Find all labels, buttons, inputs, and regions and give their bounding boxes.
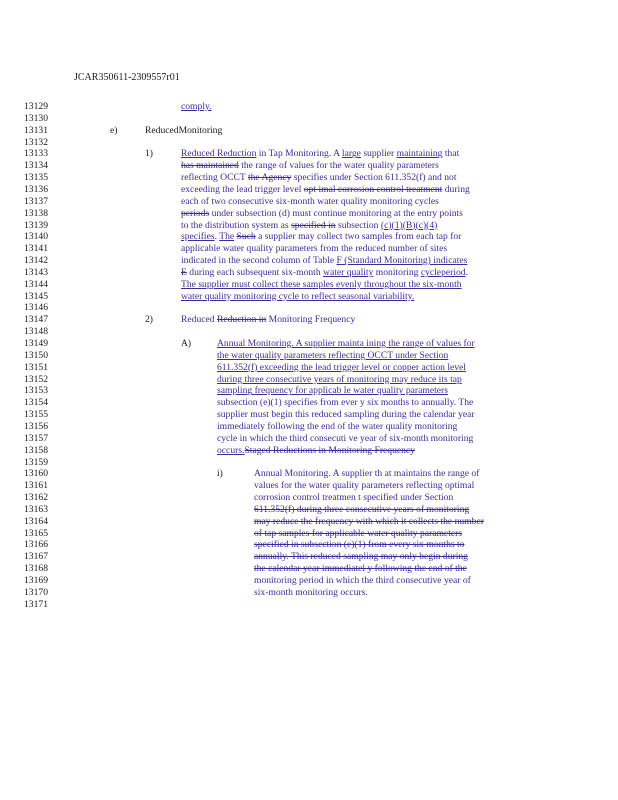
line-number: 13161 (24, 480, 48, 492)
text-segment: 1) (145, 148, 153, 160)
text-segment: specifies under Section 611.352(f) and not (291, 172, 457, 184)
document-line (145, 148, 153, 160)
line-number: 13153 (24, 385, 48, 397)
text-segment: . (214, 231, 220, 243)
text-segment: Reduced (181, 314, 217, 326)
document-line (254, 528, 462, 540)
document-line (217, 445, 415, 457)
document-line (181, 267, 468, 279)
document-line (217, 421, 457, 433)
text-segment: applicable water quality parameters from the reduced number of sites (181, 243, 448, 255)
deleted-text: the Agency (247, 172, 292, 184)
document-line (217, 433, 473, 445)
text-segment: supplier must begin this reduced sampling during the calendar year (217, 409, 475, 421)
document-line-text (145, 125, 222, 137)
deleted-text: opt imal corrosion control treatment (303, 183, 443, 195)
text-segment: 2) (145, 314, 153, 326)
line-number: 13147 (24, 314, 48, 326)
inserted-text: The supplier must collect these samples evenly throughout the six-month (181, 278, 462, 290)
document-line (254, 539, 464, 551)
line-number: 13148 (24, 326, 48, 338)
line-number: 13133 (24, 148, 48, 160)
document-line (181, 220, 437, 232)
text-segment: . (465, 266, 468, 278)
line-number: 13171 (24, 598, 48, 610)
document-line (181, 172, 457, 184)
line-number: 13149 (24, 338, 48, 349)
text-segment: supplier (360, 148, 397, 160)
text-segment: that (442, 148, 460, 160)
line-number: 13135 (24, 172, 48, 184)
line-number: 13168 (24, 563, 48, 575)
line-number: 13165 (24, 527, 48, 539)
text-segment: A) (181, 338, 192, 349)
document-line (254, 504, 469, 516)
inserted-text: occurs. (217, 444, 245, 456)
text-segment: a supplier may collect two samples from each tap for (255, 231, 462, 243)
document-line-text (181, 314, 355, 326)
document-line (217, 374, 462, 386)
inserted-text: water quality monitoring cycle to reflect seasonal variability. (181, 290, 415, 302)
deleted-text: specified in (291, 219, 336, 231)
document-line (145, 314, 153, 326)
text-segment: six-month monitoring occurs. (254, 586, 368, 598)
line-number: 13154 (24, 397, 48, 409)
line-number: 13152 (24, 373, 48, 385)
document-line (254, 551, 468, 563)
document-line (181, 255, 467, 267)
document-line (254, 516, 484, 528)
deleted-text: of tap samples for applicable water quality parameters (254, 527, 463, 539)
deleted-text: may reduce the frequency with which it collects the number (254, 515, 484, 527)
inserted-text: during three consecutive years of monitoring may reduce its tap (217, 373, 462, 385)
document-line (217, 362, 466, 374)
line-number: 13170 (24, 586, 48, 598)
text-segment: each of two consecutive six-month water quality monitoring cycles (181, 195, 439, 207)
line-number: 13160 (24, 468, 48, 480)
text-segment: monitoring period in which the third consecutive year of (254, 575, 471, 586)
text-segment: immediately following the end of the water quality monitoring (217, 420, 458, 432)
inserted-text: Reduced Reduction (181, 148, 257, 160)
deleted-text: Such (236, 231, 256, 243)
deleted-text: E (181, 266, 187, 278)
inserted-text: The (219, 231, 235, 243)
text-segment: during (442, 183, 470, 195)
text-segment: during each subsequent six-month (186, 266, 324, 278)
document-id: JCAR350611-2309557r01 (74, 72, 180, 83)
line-number: 13144 (24, 278, 48, 290)
line-number: 13138 (24, 207, 48, 219)
inserted-text: the water quality parameters reflecting OCCT under Section (217, 349, 449, 361)
document-line (181, 291, 414, 303)
document-line (217, 409, 475, 421)
inserted-text: specifies (181, 231, 215, 243)
document-line (254, 575, 471, 587)
deleted-text: periods (181, 207, 210, 219)
text-segment: to the distribution system as (181, 219, 292, 231)
inserted-text: Annual Monitoring. A supplier mainta ining the range of values for (217, 338, 475, 349)
line-number: 13143 (24, 266, 48, 278)
text-segment: cycle in which the third consecuti ve year of six-month monitoring (217, 432, 474, 444)
deleted-text: has maintained (181, 160, 239, 172)
text-segment: subsection (335, 219, 381, 231)
document-line (217, 397, 473, 409)
text-segment: indicated in the second column of Table (181, 255, 337, 267)
line-number: 13163 (24, 503, 48, 515)
document-line (217, 385, 448, 397)
line-number: 13156 (24, 420, 48, 432)
inserted-text: comply. (181, 101, 212, 112)
text-segment: ReducedMonitoring (145, 124, 223, 136)
inserted-text: cycleperiod (420, 266, 466, 278)
text-segment: exceeding the lead trigger level (181, 183, 304, 195)
document-line (181, 160, 439, 172)
document-line-text (217, 338, 475, 350)
line-number: 13162 (24, 492, 48, 504)
text-segment: in Tap Monitoring. A (256, 148, 342, 160)
line-number: 13167 (24, 551, 48, 563)
text-segment: reflecting OCCT (181, 172, 248, 184)
document-line (110, 125, 117, 137)
line-number: 13137 (24, 195, 48, 207)
document-line (181, 208, 463, 220)
document-line-text (181, 148, 459, 160)
document-line (181, 231, 461, 243)
text-segment: e) (110, 124, 118, 136)
line-number: 13166 (24, 539, 48, 551)
text-segment: values for the water quality parameters reflecting optimal (254, 480, 475, 492)
deleted-text: annually. This reduced sampling may only begin during (254, 551, 468, 563)
line-number: 13157 (24, 432, 48, 444)
document-line (217, 350, 448, 362)
deleted-text: Reduction in (216, 314, 267, 326)
line-number: 13164 (24, 515, 48, 527)
document-line (217, 468, 223, 480)
line-number: 13130 (24, 112, 48, 124)
deleted-text: Staged Reductions in Monitoring Frequency (244, 444, 415, 456)
text-segment: under subsection (d) must continue monitoring at the entry points (209, 207, 463, 219)
line-number: 13145 (24, 290, 48, 302)
document-line (254, 492, 453, 504)
line-number: 13146 (24, 302, 48, 314)
line-number: 13151 (24, 361, 48, 373)
line-number: 13134 (24, 160, 48, 172)
text-segment: subsection (e)(1) specifies from ever y six months to annually. The (217, 397, 474, 409)
line-number: 13142 (24, 255, 48, 267)
document-line (181, 184, 470, 196)
text-segment: corrosion control treatmen t specified under Section (254, 492, 454, 504)
line-number: 13139 (24, 219, 48, 231)
text-segment: the range of values for the water quality parameters (238, 160, 439, 172)
document-line-text (254, 468, 479, 480)
inserted-text: large (341, 148, 361, 160)
document-line (181, 101, 212, 113)
deleted-text: the calendar year immediatel y following the end of the (254, 563, 467, 575)
inserted-text: (c)(1)(B)(c)(4) (380, 219, 438, 231)
text-segment: monitoring (373, 266, 421, 278)
inserted-text: sampling frequency for applicab le water quality parameters (217, 385, 448, 397)
document-line (254, 480, 474, 492)
deleted-text: 611.352(f) during three consecutive years of monitoring (254, 503, 470, 515)
line-number: 13158 (24, 444, 48, 456)
document-line (181, 279, 462, 291)
line-number: 13129 (24, 101, 48, 112)
document-line (181, 338, 191, 350)
line-number: 13159 (24, 456, 48, 468)
inserted-text: maintaining (396, 148, 443, 160)
inserted-text: F (Standard Monitoring) indicates (336, 255, 468, 267)
line-number: 13155 (24, 409, 48, 421)
inserted-text: 611.352(f) exceeding the lead trigger level or copper action level (217, 361, 466, 373)
text-segment: i) (217, 468, 223, 480)
line-number: 13136 (24, 183, 48, 195)
line-number: 13141 (24, 243, 48, 255)
line-number: 13169 (24, 575, 48, 586)
document-line (181, 196, 439, 208)
inserted-text: water quality (323, 266, 374, 278)
line-number: 13150 (24, 349, 48, 361)
line-number: 13132 (24, 136, 48, 148)
text-segment: Monitoring Frequency (266, 314, 356, 326)
deleted-text: specified in subsection (e)(1) from every six months to (254, 539, 465, 551)
document-line (254, 587, 368, 599)
text-segment: Annual Monitoring. A supplier th at maintains the range of (254, 468, 480, 480)
document-line (181, 243, 447, 255)
document-line (254, 563, 467, 575)
line-number: 13140 (24, 231, 48, 243)
line-number: 13131 (24, 124, 48, 136)
